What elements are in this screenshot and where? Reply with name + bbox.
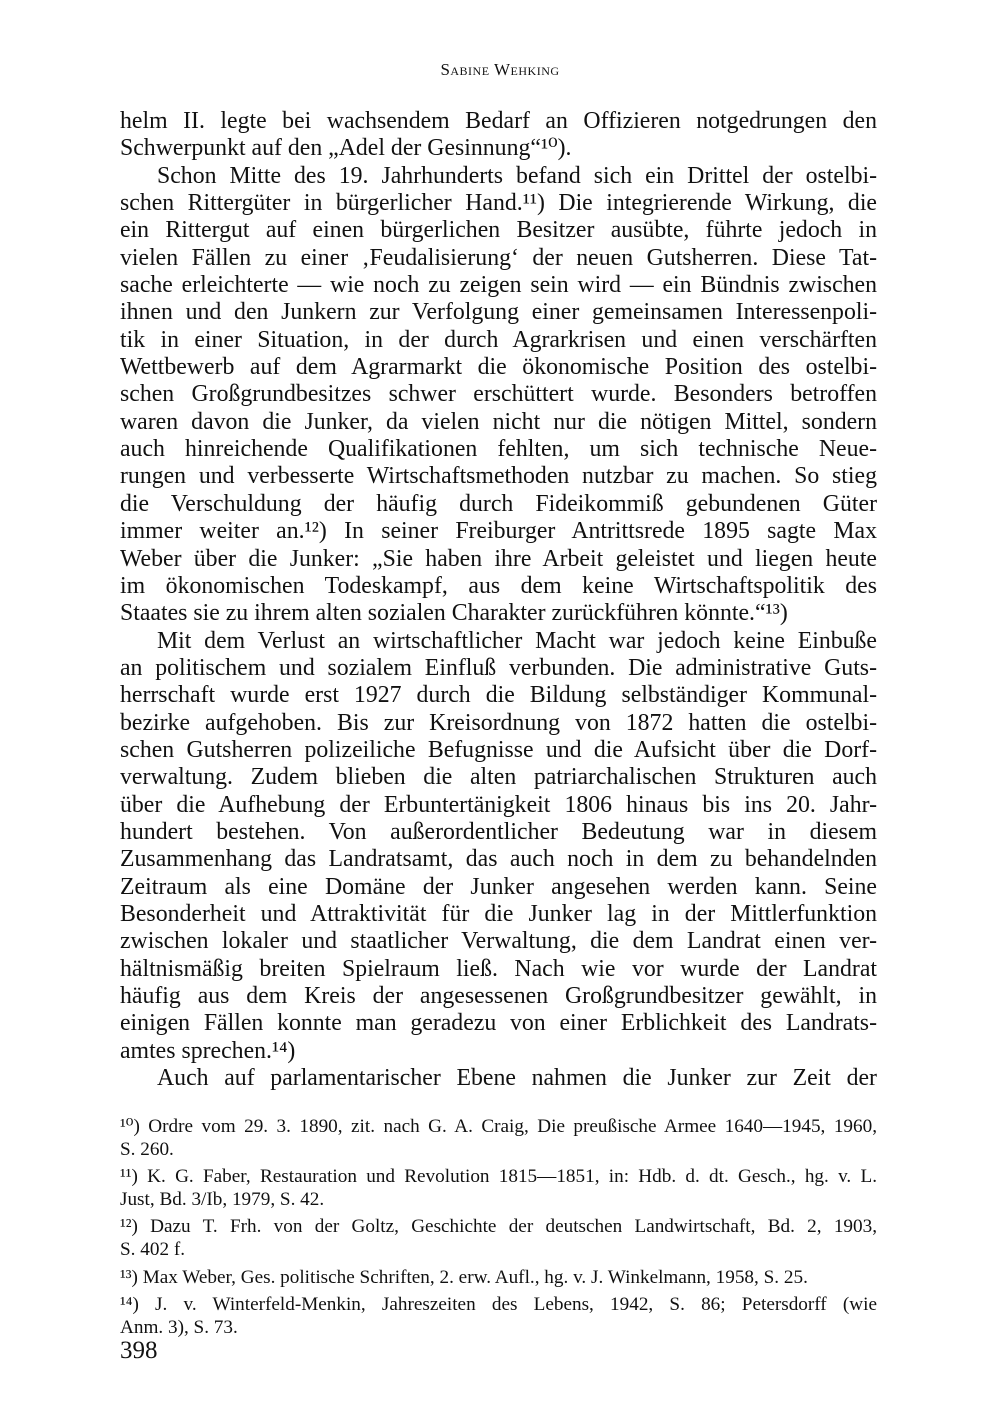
text-line: ein Rittergut auf einen bürgerlichen Besitzer ausübte, führte jedoch in bbox=[120, 217, 877, 244]
footnote-line: ¹¹) K. G. Faber, Restauration und Revolution 1815—1851, in: Hdb. d. dt. Gesch., hg. v. L. bbox=[120, 1166, 877, 1188]
running-head: Sabine Wehking bbox=[440, 60, 560, 79]
text-line: hältnismäßig breiten Spielraum ließ. Nach wie vor wurde der Landrat bbox=[120, 955, 877, 982]
text-line: Schon Mitte des 19. Jahrhunderts befand sich ein Drittel der ostelbi- bbox=[157, 162, 877, 189]
text-line: Schwerpunkt auf den „Adel der Gesinnung“¹⁰). bbox=[120, 135, 572, 162]
text-line: rungen und verbesserte Wirtschaftsmethoden nutzbar zu machen. So stieg bbox=[120, 463, 877, 490]
text-line: an politischem und sozialem Einfluß verbunden. Die administrative Guts- bbox=[120, 654, 877, 681]
footnote-line: ¹²) Dazu T. Frh. von der Goltz, Geschichte der deutschen Landwirtschaft, Bd. 2, 1903, bbox=[120, 1216, 877, 1238]
text-line: Mit dem Verlust an wirtschaftlicher Macht war jedoch keine Einbuße bbox=[157, 627, 877, 654]
text-line: ihnen und den Junkern zur Verfolgung einer gemeinsamen Interessenpoli- bbox=[120, 299, 877, 326]
text-line: zwischen lokaler und staatlicher Verwaltung, die dem Landrat einen ver- bbox=[120, 928, 877, 955]
footnote-line: ¹³) Max Weber, Ges. politische Schriften, 2. erw. Aufl., hg. v. J. Winkelmann, 1958, S. 25. bbox=[120, 1266, 808, 1288]
text-line: herrschaft wurde erst 1927 durch die Bildung selbständiger Kommunal- bbox=[120, 682, 877, 709]
text-line: bezirke aufgehoben. Bis zur Kreisordnung von 1872 hatten die ostelbi- bbox=[120, 709, 877, 736]
text-line: die Verschuldung der häufig durch Fideikommiß gebundenen Güter bbox=[120, 490, 877, 517]
text-line: schen Großgrundbesitzes schwer erschüttert wurde. Besonders betroffen bbox=[120, 381, 877, 408]
footnote-line: S. 260. bbox=[120, 1138, 174, 1160]
text-line: amtes sprechen.¹⁴) bbox=[120, 1037, 296, 1064]
text-line: im ökonomischen Todeskampf, aus dem keine Wirtschaftspolitik des bbox=[120, 572, 877, 599]
text-line: helm II. legte bei wachsendem Bedarf an Offizieren notgedrungen den bbox=[120, 108, 877, 134]
text-line: Wettbewerb auf dem Agrarmarkt die ökonomische Position des ostelbi- bbox=[120, 354, 877, 381]
text-line: über die Aufhebung der Erbuntertänigkeit 1806 hinaus bis ins 20. Jahr- bbox=[120, 791, 877, 818]
footnote-line: Just, Bd. 3/Ib, 1979, S. 42. bbox=[120, 1188, 325, 1210]
text-line: auch hinreichende Qualifikationen fehlten, um sich technische Neue- bbox=[120, 436, 877, 463]
text-line: Zusammenhang das Landratsamt, das auch noch in dem zu behandelnden bbox=[120, 846, 877, 873]
footnote-line: ¹⁰) Ordre vom 29. 3. 1890, zit. nach G. A. Craig, Die preußische Armee 1640—1945, 1960, bbox=[120, 1116, 877, 1137]
text-line: vielen Fällen zu einer ‚Feudalisierung‘ der neuen Gutsherren. Diese Tat- bbox=[120, 244, 877, 271]
text-line: Auch auf parlamentarischer Ebene nahmen die Junker zur Zeit der bbox=[157, 1065, 877, 1092]
footnote-line: ¹⁴) J. v. Winterfeld-Menkin, Jahreszeiten des Lebens, 1942, S. 86; Petersdorff (wie bbox=[120, 1294, 877, 1316]
text-line: hundert bestehen. Von außerordentlicher Bedeutung war in diesem bbox=[120, 818, 877, 845]
text-line: immer weiter an.¹²) In seiner Freiburger Antrittsrede 1895 sagte Max bbox=[120, 518, 877, 545]
text-line: Weber über die Junker: „Sie haben ihre Arbeit geleistet und liegen heute bbox=[120, 545, 877, 572]
text-line: schen Rittergüter in bürgerlicher Hand.¹¹) Die integrierende Wirkung, die bbox=[120, 190, 877, 217]
footnote-line: Anm. 3), S. 73. bbox=[120, 1316, 238, 1338]
footnotes bbox=[120, 1116, 877, 1339]
text-line: waren davon die Junker, da vielen nicht nur die nötigen Mittel, sondern bbox=[120, 408, 877, 435]
text-line: Besonderheit und Attraktivität für die Junker lag in der Mittlerfunktion bbox=[120, 900, 877, 927]
text-line: häufig aus dem Kreis der angesessenen Großgrundbesitzer gewählt, in bbox=[120, 983, 877, 1009]
text-line: einigen Fällen konnte man geradezu von einer Erblichkeit des Landrats- bbox=[120, 1010, 877, 1037]
body-text bbox=[120, 108, 877, 1092]
page-number: 398 bbox=[120, 1337, 158, 1364]
text-line: tik in einer Situation, in der durch Agrarkrisen und einen verschärften bbox=[120, 326, 877, 353]
text-line: Zeitraum als eine Domäne der Junker angesehen werden kann. Seine bbox=[120, 873, 877, 900]
text-line: verwaltung. Zudem blieben die alten patriarchalischen Strukturen auch bbox=[120, 764, 877, 791]
text-line: Staates sie zu ihrem alten sozialen Charakter zurückführen könnte.“¹³) bbox=[120, 600, 788, 627]
text-line: sache erleichterte — wie noch zu zeigen sein wird — ein Bündnis zwischen bbox=[120, 272, 877, 299]
text-line: schen Gutsherren polizeiliche Befugnisse und die Aufsicht über die Dorf- bbox=[120, 736, 877, 763]
footnote-line: S. 402 f. bbox=[120, 1238, 186, 1260]
